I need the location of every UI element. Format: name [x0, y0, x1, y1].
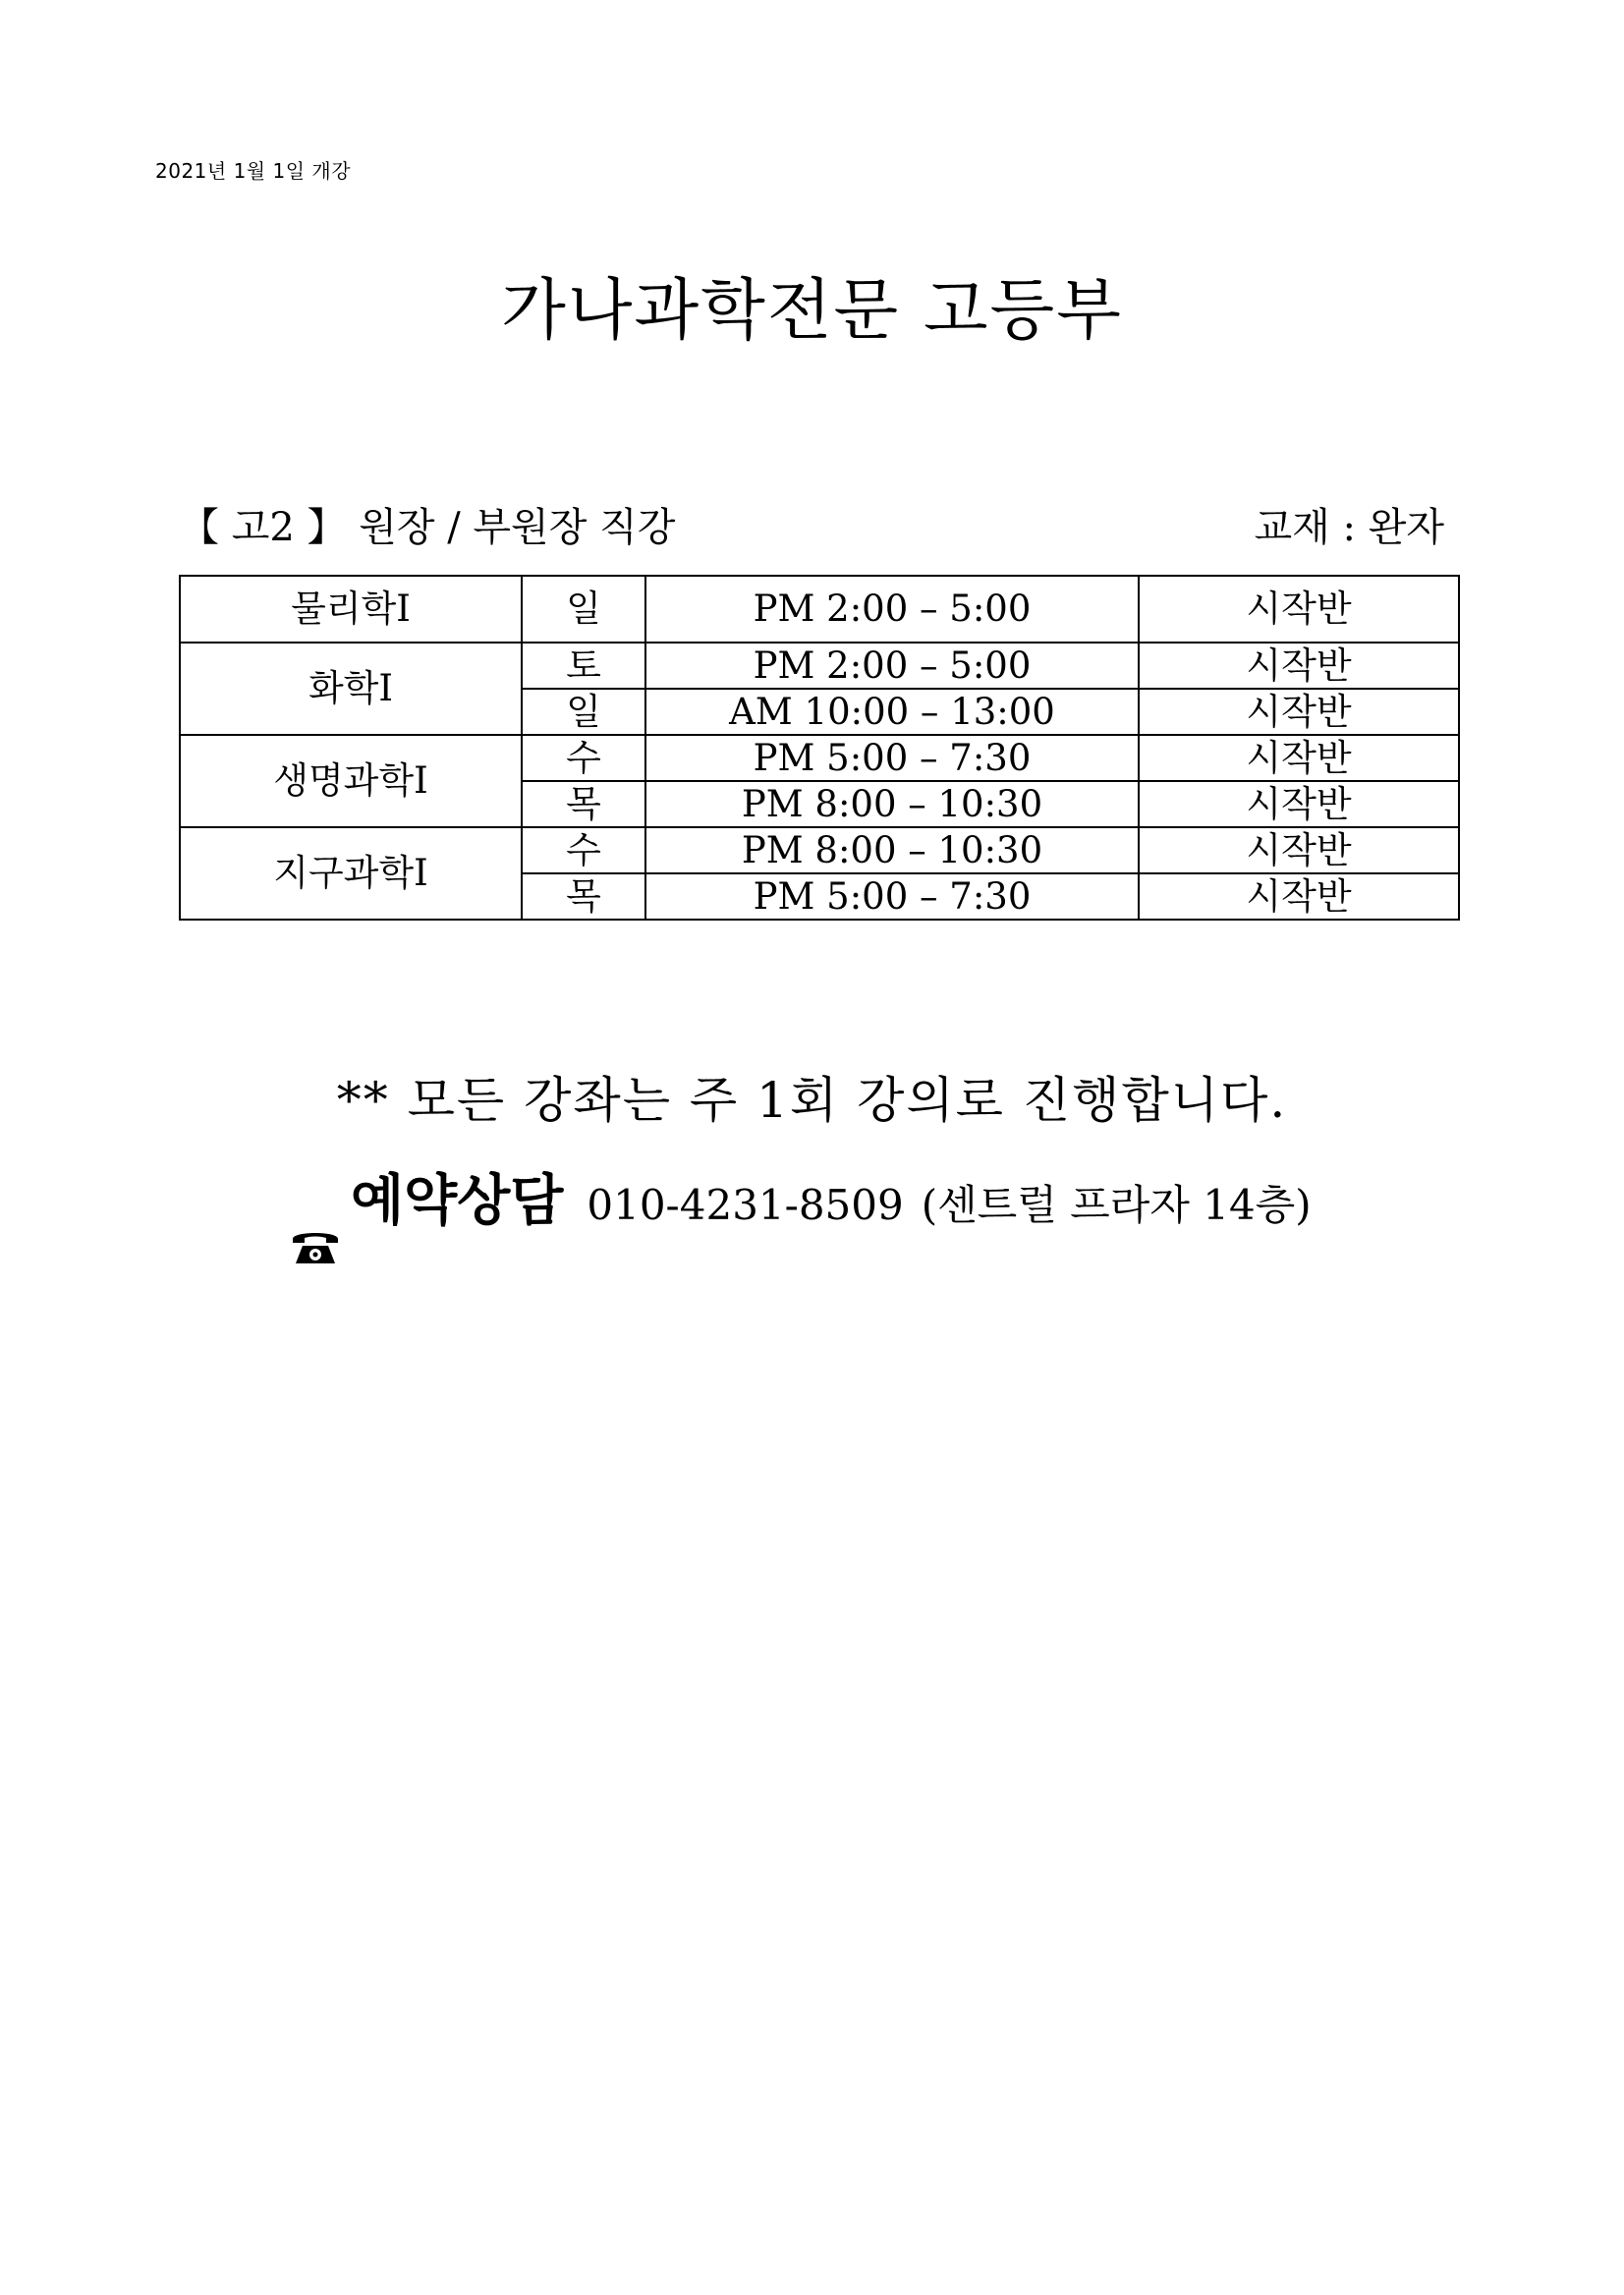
location-text: (센트럴 프라자 14층) [921, 1181, 1312, 1229]
subject-cell-chemistry: 화학Ⅰ [180, 643, 522, 735]
class-cell: 시작반 [1139, 827, 1459, 873]
page-title: 가나과학전문 고등부 [501, 272, 1123, 350]
contact-line [270, 1157, 1312, 1244]
time-cell: PM 5:00 – 7:30 [645, 735, 1139, 781]
day-cell: 수 [522, 827, 645, 873]
time-cell: PM 2:00 – 5:00 [645, 576, 1139, 643]
day-cell: 목 [522, 781, 645, 827]
time-cell: PM 8:00 – 10:30 [645, 781, 1139, 827]
textbook-label: 교재 : 완자 [1254, 505, 1444, 550]
subject-cell-physics: 물리학Ⅰ [180, 576, 522, 643]
reservation-label: 예약상담 [351, 1168, 564, 1233]
section-heading: 【 고2 】 원장 / 부원장 직강 [180, 505, 676, 550]
day-cell: 수 [522, 735, 645, 781]
class-cell: 시작반 [1139, 689, 1459, 735]
day-cell: 토 [522, 643, 645, 689]
day-cell: 일 [522, 689, 645, 735]
class-cell: 시작반 [1139, 576, 1459, 643]
class-cell: 시작반 [1139, 781, 1459, 827]
notice-text: ** 모든 강좌는 주 1회 강의로 진행합니다. [336, 1072, 1288, 1129]
day-cell: 일 [522, 576, 645, 643]
class-cell: 시작반 [1139, 735, 1459, 781]
table-row [180, 735, 1459, 781]
table-row [180, 643, 1459, 689]
time-cell: PM 8:00 – 10:30 [645, 827, 1139, 873]
class-cell: 시작반 [1139, 643, 1459, 689]
time-cell: PM 5:00 – 7:30 [645, 873, 1139, 920]
open-date: 2021년 1월 1일 개강 [155, 159, 352, 183]
time-cell: PM 2:00 – 5:00 [645, 643, 1139, 689]
day-cell: 목 [522, 873, 645, 920]
time-cell: AM 10:00 – 13:00 [645, 689, 1139, 735]
table-row [180, 576, 1459, 643]
telephone-icon [270, 1208, 321, 1248]
schedule-table [179, 575, 1460, 921]
class-cell: 시작반 [1139, 873, 1459, 920]
subject-cell-earth-science: 지구과학Ⅰ [180, 827, 522, 920]
phone-number: 010-4231-8509 [587, 1181, 904, 1229]
table-row [180, 827, 1459, 873]
subject-cell-life-science: 생명과학Ⅰ [180, 735, 522, 827]
